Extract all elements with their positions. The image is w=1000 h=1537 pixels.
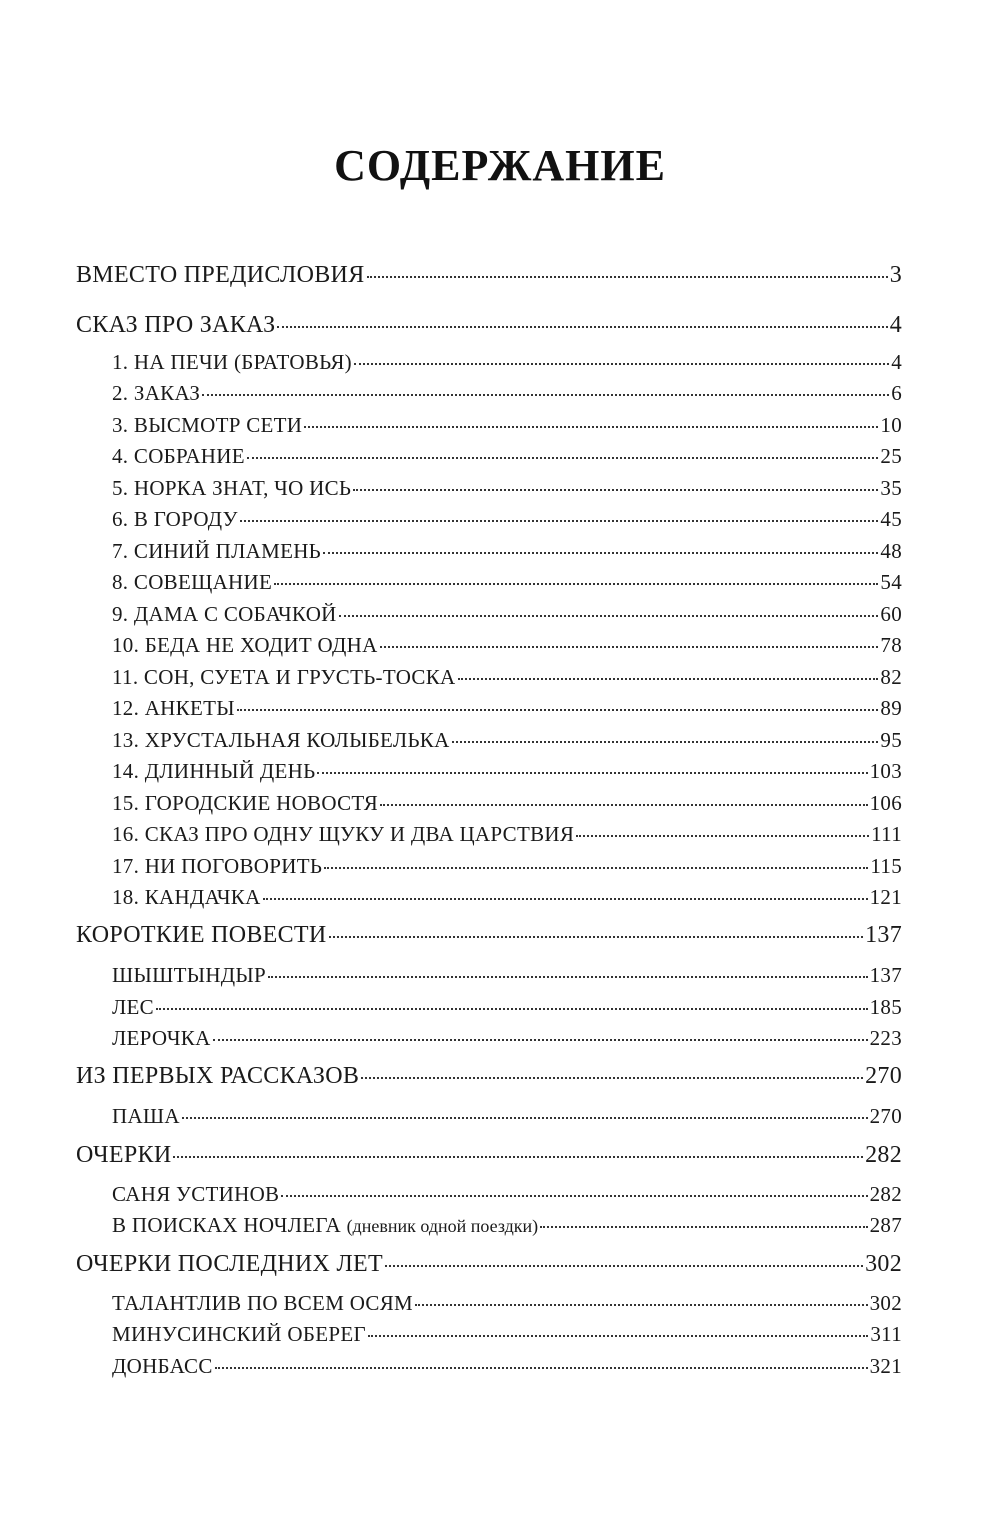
toc-chapter-entry[interactable] [112,444,902,469]
dot-leader [215,1366,868,1369]
toc-chapter-entry[interactable] [112,822,902,847]
entry-page: 137 [865,922,902,948]
toc-chapter-entry[interactable] [112,413,902,438]
entry-title: 11. СОН, СУЕТА И ГРУСТЬ-ТОСКА [112,665,456,689]
toc-chapter-entry[interactable] [112,1104,902,1129]
dot-leader [237,708,879,711]
toc-chapter-entry[interactable] [112,1322,902,1347]
entry-page: 60 [880,602,902,626]
entry-title: 12. АНКЕТЫ [112,696,235,720]
entry-page: 115 [870,854,902,878]
entry-title: 13. ХРУСТАЛЬНАЯ КОЛЫБЕЛЬКА [112,728,450,752]
dot-leader [380,803,868,806]
page-title: СОДЕРЖАНИЕ [334,141,666,190]
entry-title: 7. СИНИЙ ПЛАМЕНЬ [112,539,322,563]
entry-page: 103 [869,759,902,783]
dot-leader [385,1264,863,1267]
entry-title: 2. ЗАКАЗ [112,381,201,405]
entry-title: 4. СОБРАНИЕ [112,444,245,468]
dot-leader [329,935,864,938]
entry-title: 1. НА ПЕЧИ (БРАТОВЬЯ) [112,350,352,374]
entry-title: 14. ДЛИННЫЙ ДЕНЬ [112,759,316,783]
dot-leader [415,1303,868,1306]
toc-chapter-entry[interactable] [112,885,902,910]
dot-leader [323,551,878,554]
dot-leader [452,740,879,743]
entry-title: ЛЕС [112,995,154,1019]
dot-leader [281,1194,867,1197]
dot-leader [156,1007,868,1010]
entry-page: 223 [869,1026,902,1050]
entry-page: 89 [880,696,902,720]
entry-page: 45 [880,507,902,531]
dot-leader [304,425,878,428]
dot-leader [247,456,879,459]
toc-chapter-entry[interactable] [112,1354,902,1379]
toc-section-entry[interactable] [76,312,902,339]
entry-page: 82 [880,665,902,689]
entry-title: 8. СОВЕЩАНИЕ [112,570,273,594]
entry-page: 311 [870,1322,902,1346]
entry-page: 10 [880,413,902,437]
entry-page: 3 [889,262,902,288]
toc-section-entry[interactable] [76,1142,902,1169]
toc-chapter-entry[interactable] [112,963,902,988]
dot-leader [540,1225,867,1228]
entry-page: 270 [865,1063,902,1089]
dot-leader [339,614,879,617]
dot-leader [268,975,868,978]
dot-leader [324,866,868,869]
toc-chapter-entry[interactable] [112,633,902,658]
entry-page: 4 [889,312,902,338]
entry-page: 4 [891,350,902,374]
entry-page: 48 [880,539,902,563]
dot-leader [182,1116,868,1119]
entry-title: ОЧЕРКИ [76,1142,172,1168]
entry-page: 302 [869,1291,902,1315]
entry-page: 25 [880,444,902,468]
entry-title: ОЧЕРКИ ПОСЛЕДНИХ ЛЕТ [76,1251,383,1277]
toc-chapter-entry[interactable] [112,476,902,501]
toc-section-entry[interactable] [76,262,902,289]
toc-chapter-entry[interactable] [112,728,902,753]
entry-title [112,1213,538,1238]
dot-leader [274,582,878,585]
dot-leader [458,677,879,680]
toc-section-entry[interactable] [76,922,902,949]
entry-title-main: В ПОИСКАХ НОЧЛЕГА [112,1213,341,1237]
dot-leader [354,362,889,365]
dot-leader [240,519,879,522]
toc-chapter-entry[interactable] [112,1182,902,1207]
entry-title: ВМЕСТО ПРЕДИСЛОВИЯ [76,262,365,288]
entry-page: 35 [880,476,902,500]
toc-chapter-entry[interactable] [112,1026,902,1051]
entry-title: ТАЛАНТЛИВ ПО ВСЕМ ОСЯМ [112,1291,414,1315]
entry-page: 302 [865,1251,902,1277]
entry-title: 5. НОРКА ЗНАТ, ЧО ИСЬ [112,476,352,500]
entry-page: 121 [869,885,902,909]
entry-page: 270 [869,1104,902,1128]
entry-page: 287 [869,1213,902,1237]
dot-leader [576,834,869,837]
entry-title: САНЯ УСТИНОВ [112,1182,280,1206]
entry-title: 18. КАНДАЧКА [112,885,261,909]
entry-title: 9. ДАМА С СОБАЧКОЙ [112,602,337,626]
entry-page: 282 [865,1142,902,1168]
entry-title: 15. ГОРОДСКИЕ НОВОСТЯ [112,791,379,815]
dot-leader [368,1334,868,1337]
entry-page: 282 [869,1182,902,1206]
entry-title: МИНУСИНСКИЙ ОБЕРЕГ [112,1322,366,1346]
entry-page: 78 [880,633,902,657]
entry-title: 16. СКАЗ ПРО ОДНУ ЩУКУ И ДВА ЦАРСТВИЯ [112,822,575,846]
toc-chapter-entry[interactable] [112,854,902,879]
toc-chapter-entry[interactable] [112,1213,902,1238]
dot-leader [380,645,879,648]
entry-title: 10. БЕДА НЕ ХОДИТ ОДНА [112,633,378,657]
toc-chapter-entry[interactable] [112,759,902,784]
entry-page: 111 [871,822,902,846]
entry-title: КОРОТКИЕ ПОВЕСТИ [76,922,327,948]
entry-page: 321 [869,1354,902,1378]
entry-page: 6 [891,381,902,405]
toc-chapter-entry[interactable] [112,507,902,532]
toc-chapter-entry[interactable] [112,539,902,564]
toc-chapter-entry[interactable] [112,995,902,1020]
entry-title: ПАША [112,1104,180,1128]
dot-leader [213,1038,868,1041]
entry-page: 137 [869,963,902,987]
toc-section-entry[interactable] [76,1063,902,1090]
dot-leader [367,275,888,278]
toc-chapter-entry[interactable] [112,791,902,816]
toc-chapter-entry[interactable] [112,1291,902,1316]
entry-title: 17. НИ ПОГОВОРИТЬ [112,854,323,878]
entry-title: 3. ВЫСМОТР СЕТИ [112,413,303,437]
toc-chapter-entry[interactable] [112,570,902,595]
toc-chapter-entry[interactable] [112,665,902,690]
dot-leader [202,393,889,396]
toc-chapter-entry[interactable] [112,602,902,627]
dot-leader [277,325,887,328]
entry-title: СКАЗ ПРО ЗАКАЗ [76,312,276,338]
entry-page: 185 [869,995,902,1019]
entry-title: ДОНБАСС [112,1354,213,1378]
entry-page: 106 [869,791,902,815]
toc-section-entry[interactable] [76,1251,902,1278]
entry-title: ЛЕРОЧКА [112,1026,211,1050]
dot-leader [353,488,878,491]
entry-title: ШЫШТЫНДЫР [112,963,267,987]
toc-chapter-entry[interactable] [112,381,902,406]
dot-leader [317,771,867,774]
entry-page: 95 [880,728,902,752]
dot-leader [361,1076,863,1079]
toc-chapter-entry[interactable] [112,350,902,375]
dot-leader [173,1155,863,1158]
dot-leader [263,897,868,900]
entry-page: 54 [880,570,902,594]
entry-title: ИЗ ПЕРВЫХ РАССКАЗОВ [76,1063,360,1089]
toc-chapter-entry[interactable] [112,696,902,721]
entry-subtitle: (дневник одной поездки) [346,1216,539,1236]
entry-title: 6. В ГОРОДУ [112,507,238,531]
